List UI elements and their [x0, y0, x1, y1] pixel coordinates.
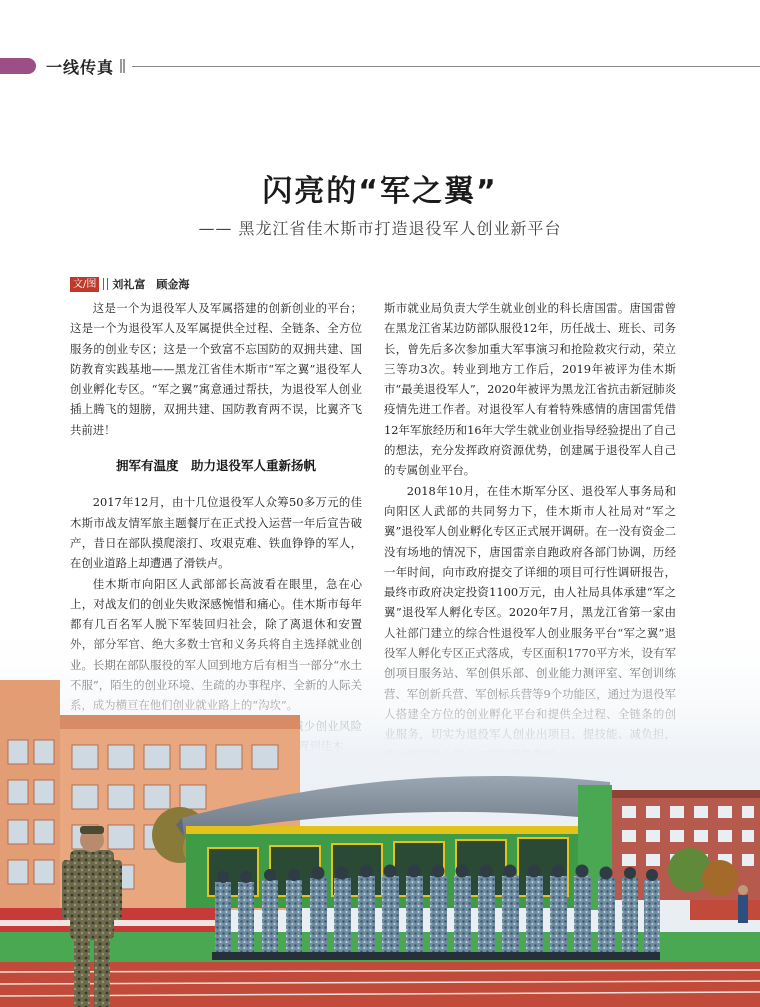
bystander-figure	[738, 885, 748, 923]
running-track	[0, 962, 760, 1007]
section-divider-icon	[120, 59, 125, 73]
paragraph: 斯市就业局负责大学生就业创业的科长唐国雷。唐国雷曾在黑龙江省某边防部队服役12年，历任战士、班长、司务长，曾先后多次参加重大军事演习和抢险救灾行动，荣立三等功3次。转业到地方工作后，2019年被评为佳木斯市“最美退役军人”，2020年被评为黑龙江省抗击新冠肺炎疫情先进工作者。对退役军人有着特殊感情的唐国雷凭借12年军旅经历和16年大学生就业创业指导经验提出了自己的想法，充分发挥政府资源优势，创建属于退役军人自己的专属创业平台。	[384, 301, 676, 478]
paragraph: 佳木斯市向阳区人武部部长高波看在眼里，急在心上，对战友们的创业失败深感惋惜和痛心。佳木斯市每年	[70, 576, 362, 611]
article-title: 闪亮的“军之翼”	[262, 174, 498, 209]
section-marker	[0, 58, 36, 74]
article-photo	[0, 620, 760, 1007]
section-heading: 拥军有温度 助力退役军人重新扬帆	[115, 458, 316, 474]
section-label: 一线传真	[46, 58, 115, 77]
article-subtitle: —— 黑龙江省佳木斯市打造退役军人创业新平台	[198, 219, 562, 238]
byline	[70, 276, 189, 292]
byline-divider-icon	[103, 278, 108, 290]
section-header	[0, 56, 760, 76]
paragraph: 2017年12月，由十几位退役军人众筹50多万元的佳木斯市战友情军旅主题餐厅在正式投入运营一年后宣告破产，昔日在部队摸爬滚打、攻艰克难、铁血铮铮的军人，在创业道路上却遭遇了滑铁卢。	[70, 495, 362, 571]
header-rule	[132, 66, 760, 67]
paragraph: 2018年10月，在佳木斯军分区、退役军人事务局和向阳区人武部的共同努力下，佳木斯市人社局对“军之翼”退役军人创业孵化专区正式展开调研。在一没有资金二没有场地的情况下，唐国雷亲自跑政府各部门协调，历经一年时间，向市政府提交了详细的项目可行性调研报告，最终市政府决定投资1100万元，由人社局具体承建“军之翼”退役军人孵化专区。2020年7月，黑龙江省第一家由	[384, 483, 676, 620]
byline-tag: 文/图	[70, 277, 99, 292]
byline-authors: 刘礼富 顾金海	[112, 278, 190, 291]
paragraph: 这是一个为退役军人及军属搭建的创新创业的平台；这是一个为退役军人及军属提供全过程、全链条、全方位服务的创业专区；这是一个致富不忘国防的双拥共建、国防教育实践基地——黑龙江省佳木斯市“军之翼”退役军人创业孵化专区。“军之翼”寓意通过帮扶，为退役军人创业插上腾飞的翅膀，双拥共建、国防教育两不误，比翼齐飞共前进！	[70, 301, 362, 437]
